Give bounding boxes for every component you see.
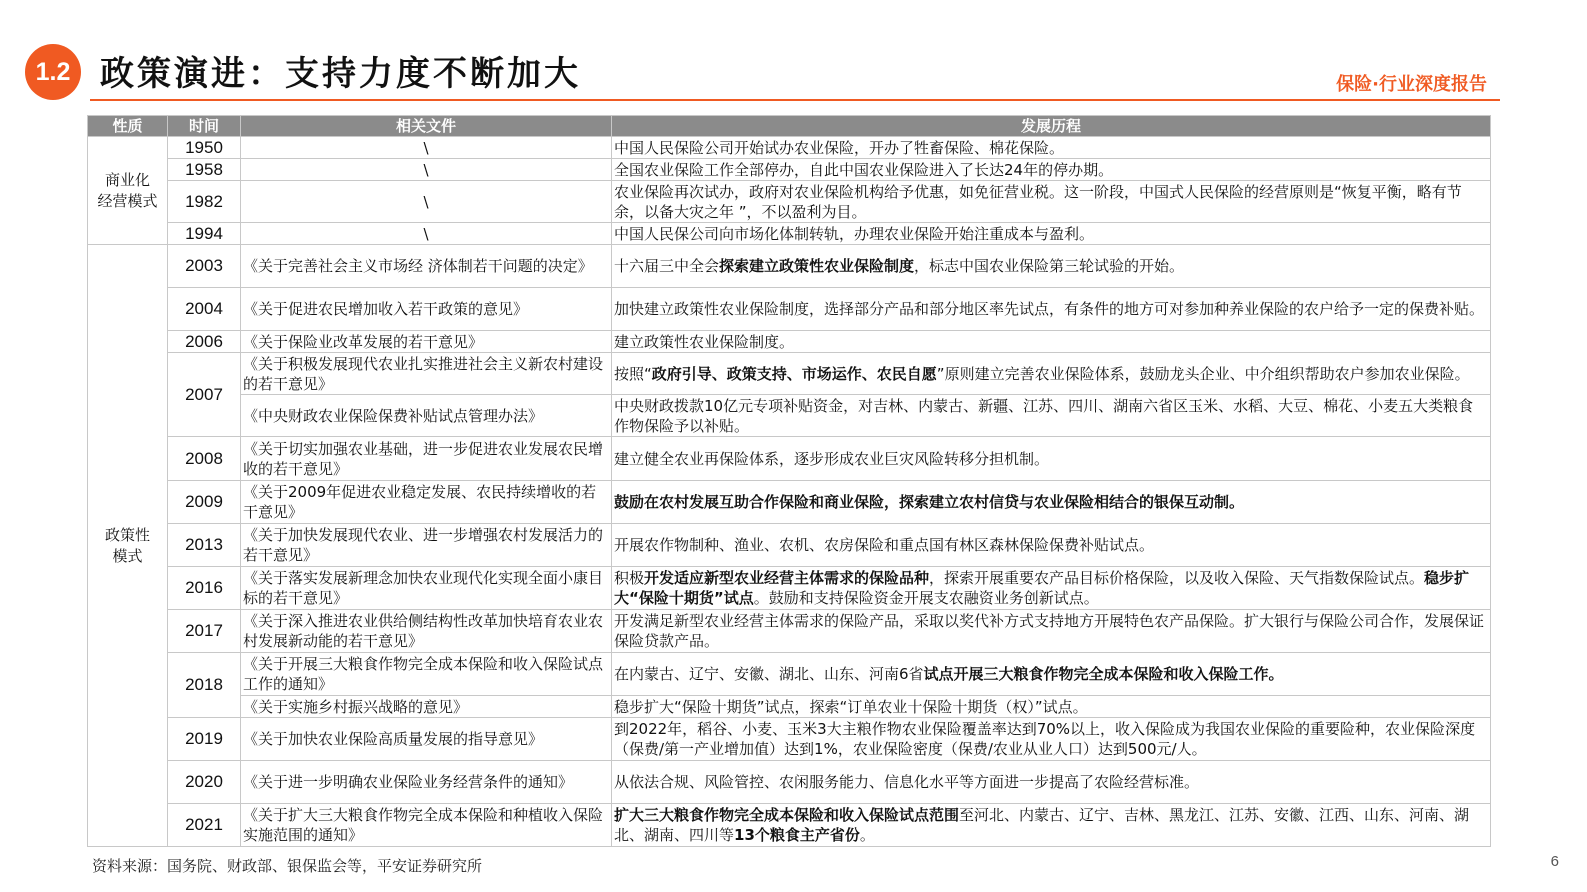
table-row [88,524,1491,567]
history-text: 中国人民保险公司开始试办农业保险，开办了牲畜保险、棉花保险。 [614,138,1065,157]
history-text: 积极 [614,569,645,587]
document-cell: 《关于保险业改革发展的若干意见》 [241,331,612,353]
year-cell: 2006 [168,331,241,353]
history-cell [612,437,1491,481]
history-cell [612,761,1491,804]
table-header-row [88,116,1491,137]
document-cell: 《关于完善社会主义市场经 济体制若干问题的决定》 [241,245,612,288]
document-cell: 《关于促进农民增加收入若干政策的意见》 [241,288,612,331]
report-brand: 保险·行业深度报告 [1336,74,1487,95]
history-text: 开发满足新型农业经营主体需求的保险产品，采取以奖代补方式支持地方开展特色农产品保险。扩大银行与保险公司合作，发展保证保险贷款产品。 [614,612,1485,650]
emphasis-text: 13个粮食主产省份 [734,826,860,844]
table-row [88,223,1491,245]
year-cell: 2008 [168,437,241,481]
document-cell: 《关于进一步明确农业保险业务经营条件的通知》 [241,761,612,804]
history-text: 全国农业保险工作全部停办，自此中国农业保险进入了长达24年的停办期。 [614,160,1114,179]
history-text: 。 [859,826,875,844]
emphasis-text: 鼓励在农村发展互助合作保险和商业保险，探索建立农村信贷与农业保险相结合的银保互动制。 [614,493,1245,511]
history-cell [612,353,1491,395]
table-row [88,653,1491,696]
type-label-line: 模式 [112,546,143,565]
type-cell-commercial [88,137,168,245]
table-row [88,288,1491,331]
emphasis-text: 开发适应新型农业经营主体需求的保险品种 [644,569,930,587]
year-cell: 1994 [168,223,241,245]
history-text: 稳步扩大“保险十期货”试点，探索“订单农业十保险十期货（权）”试点。 [614,697,1088,716]
table-row [88,245,1491,288]
history-text: ，标志中国农业保险第三轮试验的开始。 [914,257,1185,275]
table-row [88,137,1491,159]
year-cell: 2021 [168,804,241,847]
document-cell: \ [241,159,612,181]
type-label-line: 经营模式 [97,191,158,210]
table-row [88,610,1491,653]
history-text: ”原则建立完善农业保险体系，鼓励龙头企业、中介组织帮助农户参加农业保险。 [936,364,1470,383]
year-cell: 2018 [168,653,241,718]
emphasis-text: 稳步扩大“保险十期货”试点 [614,569,1470,607]
year-cell: 2003 [168,245,241,288]
column-header-type: 性质 [88,116,168,137]
year-cell: 2007 [168,353,241,437]
document-cell: 《中央财政农业保险保费补贴试点管理办法》 [241,395,612,437]
document-cell: 《关于扩大三大粮食作物完全成本保险和种植收入保险实施范围的通知》 [241,804,612,847]
document-cell: \ [241,223,612,245]
history-text: 中央财政拨款10亿元专项补贴资金，对吉林、内蒙古、新疆、江苏、四川、湖南六省区玉米、水稻、大豆、棉花、小麦五大类粮食作物保险予以补贴。 [614,396,1474,435]
history-cell [612,567,1491,610]
history-text: 至河北、内蒙古、辽宁、吉林、黑龙江、江苏、安徽、江西、山东、河南、湖北、湖南、四川等 [614,806,1470,844]
document-cell: 《关于加快农业保险高质量发展的指导意见》 [241,718,612,761]
history-cell [612,718,1491,761]
year-cell: 1958 [168,159,241,181]
document-cell: \ [241,137,612,159]
document-cell: \ [241,181,612,223]
document-cell: 《关于深入推进农业供给侧结构性改革加快培育农业农村发展新动能的若干意见》 [241,610,612,653]
history-text: 农业保险再次试办，政府对农业保险机构给予优惠，如免征营业税。这一阶段，中国式人民保险的经营原则是“恢复平衡，略有节余，以备大灾之年 ”，不以盈利为目。 [614,182,1462,221]
emphasis-text: 扩大三大粮食作物完全成本保险和收入保险试点范围 [614,806,960,824]
history-cell [612,610,1491,653]
emphasis-text: 探索建立政策性农业保险制度 [719,257,915,275]
history-cell [612,696,1491,718]
document-cell: 《关于实施乡村振兴战略的意见》 [241,696,612,718]
year-cell: 2013 [168,524,241,567]
source-note: 资料来源：国务院、财政部、银保监会等，平安证券研究所 [92,857,483,875]
column-header-history: 发展历程 [612,116,1491,137]
history-cell [612,181,1491,223]
table-row [88,481,1491,524]
history-text: 十六届三中全会 [614,257,720,275]
table-row [88,761,1491,804]
year-cell: 2004 [168,288,241,331]
table-row [88,437,1491,481]
history-cell [612,653,1491,696]
document-cell: 《关于加快发展现代农业、进一步增强农村发展活力的若干意见》 [241,524,612,567]
history-cell [612,804,1491,847]
history-cell [612,481,1491,524]
table-row [88,718,1491,761]
history-text: 建立政策性农业保险制度。 [614,332,795,351]
year-cell: 2020 [168,761,241,804]
history-cell [612,331,1491,353]
history-text: 按照“ [614,364,652,383]
document-cell: 《关于积极发展现代农业扎实推进社会主义新农村建设的若干意见》 [241,353,612,395]
history-cell [612,137,1491,159]
page-number: 6 [1550,853,1559,870]
year-cell: 2009 [168,481,241,524]
history-cell [612,288,1491,331]
title-divider [90,99,1500,101]
history-cell [612,223,1491,245]
history-cell [612,395,1491,437]
history-text: 建立健全农业再保险体系，逐步形成农业巨灾风险转移分担机制。 [614,449,1050,468]
year-cell: 2017 [168,610,241,653]
history-cell [612,245,1491,288]
type-label-line: 政策性 [104,525,150,544]
table-row [88,696,1491,718]
section-number-badge: 1.2 [25,44,81,100]
history-text: 开展农作物制种、渔业、农机、农房保险和重点国有林区森林保险保费补贴试点。 [614,536,1155,554]
emphasis-text: 试点开展三大粮食作物完全成本保险和收入保险工作。 [923,665,1284,683]
type-label-line: 商业化 [104,170,150,189]
history-text: 。鼓励和支持保险资金开展支农融资业务创新试点。 [753,589,1099,607]
table-row [88,353,1491,395]
table-row [88,395,1491,437]
column-header-document: 相关文件 [241,116,612,137]
table-row [88,181,1491,223]
history-text: 在内蒙古、辽宁、安徽、湖北、山东、河南6省 [614,665,924,683]
history-text: 中国人民保公司向市场化体制转轨，办理农业保险开始注重成本与盈利。 [614,224,1095,243]
table-row [88,567,1491,610]
year-cell: 2016 [168,567,241,610]
document-cell: 《关于落实发展新理念加快农业现代化实现全面小康目标的若干意见》 [241,567,612,610]
history-cell [612,524,1491,567]
year-cell: 1950 [168,137,241,159]
type-cell-policy [88,245,168,847]
history-text: 加快建立政策性农业保险制度，选择部分产品和部分地区率先试点，有条件的地方可对参加种养业保险的农户给予一定的保费补贴。 [614,300,1485,318]
table-row [88,159,1491,181]
history-cell [612,159,1491,181]
history-text: 从依法合规、风险管控、农闲服务能力、信息化水平等方面进一步提高了农险经营标准。 [614,773,1200,791]
document-cell: 《关于2009年促进农业稳定发展、农民持续增收的若干意见》 [241,481,612,524]
history-text: 到2022年，稻谷、小麦、玉米3大主粮作物农业保险覆盖率达到70%以上，收入保险成为我国农业保险的重要险种，农业保险深度（保费/第一产业增加值）达到1%，农业保险密度（保费/农业从业人口）达到500元/人。 [614,720,1476,758]
history-text: ，探索开展重要农产品目标价格保险，以及收入保险、天气指数保险试点。 [929,569,1425,587]
document-cell: 《关于开展三大粮食作物完全成本保险和收入保险试点工作的通知》 [241,653,612,696]
document-cell: 《关于切实加强农业基础，进一步促进农业发展农民增收的若干意见》 [241,437,612,481]
page-title: 政策演进：支持力度不断加大 [100,54,581,94]
year-cell: 1982 [168,181,241,223]
year-cell: 2019 [168,718,241,761]
column-header-year: 时间 [168,116,241,137]
table-row [88,331,1491,353]
table-row [88,804,1491,847]
emphasis-text: 政府引导、政策支持、市场运作、农民自愿 [651,364,937,383]
policy-timeline-table [87,115,1491,847]
